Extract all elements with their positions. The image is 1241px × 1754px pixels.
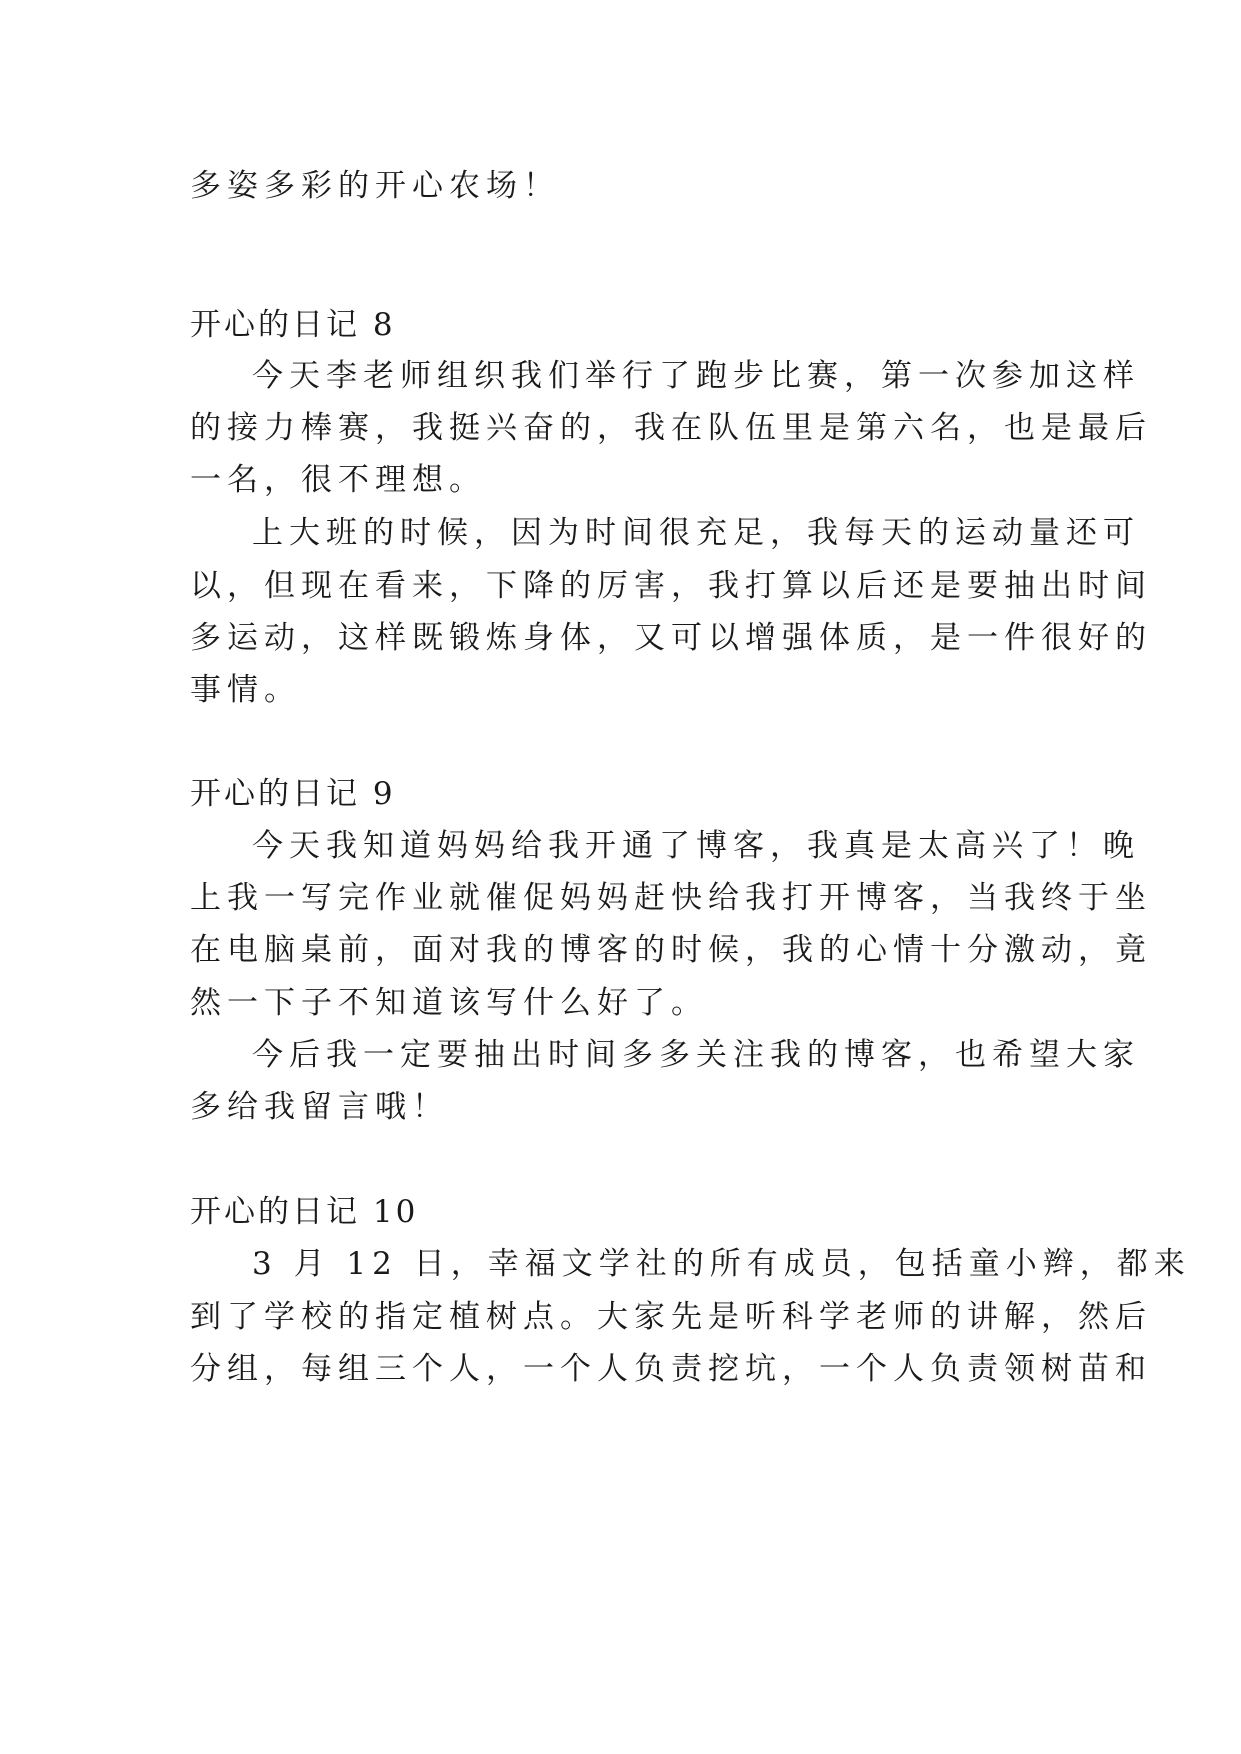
paragraph-line: 多给我留言哦！ xyxy=(190,1089,449,1125)
paragraph-line: 上大班的时候，因为时间很充足，我每天的运动量还可 xyxy=(252,515,1140,551)
paragraph-line: 多运动，这样既锻炼身体，又可以增强体质，是一件很好的 xyxy=(190,620,1152,656)
paragraph-line: 今后我一定要抽出时间多多关注我的博客，也希望大家 xyxy=(252,1037,1140,1073)
paragraph-line: 今天我知道妈妈给我开通了博客，我真是太高兴了！晚 xyxy=(252,828,1140,864)
paragraph-line: 在电脑桌前，面对我的博客的时候，我的心情十分激动，竟 xyxy=(190,932,1152,968)
paragraph-line: 3 月 12 日，幸福文学社的所有成员，包括童小辫，都来 xyxy=(252,1246,1191,1282)
entry-title: 开心的日记 8 xyxy=(190,307,396,343)
paragraph-line: 然一下子不知道该写什么好了。 xyxy=(190,985,708,1021)
paragraph-line: 一名，很不理想。 xyxy=(190,462,486,498)
document-page xyxy=(190,0,1191,1754)
continuation-line: 多姿多彩的开心农场！ xyxy=(190,168,560,204)
paragraph-line: 以，但现在看来，下降的厉害，我打算以后还是要抽出时间 xyxy=(190,568,1152,604)
paragraph-line: 上我一写完作业就催促妈妈赶快给我打开博客，当我终于坐 xyxy=(190,880,1152,916)
paragraph-line: 的接力棒赛，我挺兴奋的，我在队伍里是第六名，也是最后 xyxy=(190,410,1152,446)
paragraph-line: 今天李老师组织我们举行了跑步比赛，第一次参加这样 xyxy=(252,358,1140,394)
paragraph-line: 事情。 xyxy=(190,672,301,708)
paragraph-line: 到了学校的指定植树点。大家先是听科学老师的讲解，然后 xyxy=(190,1299,1152,1335)
entry-title: 开心的日记 10 xyxy=(190,1194,419,1230)
paragraph-line: 分组，每组三个人，一个人负责挖坑，一个人负责领树苗和 xyxy=(190,1351,1152,1387)
entry-title: 开心的日记 9 xyxy=(190,776,396,812)
